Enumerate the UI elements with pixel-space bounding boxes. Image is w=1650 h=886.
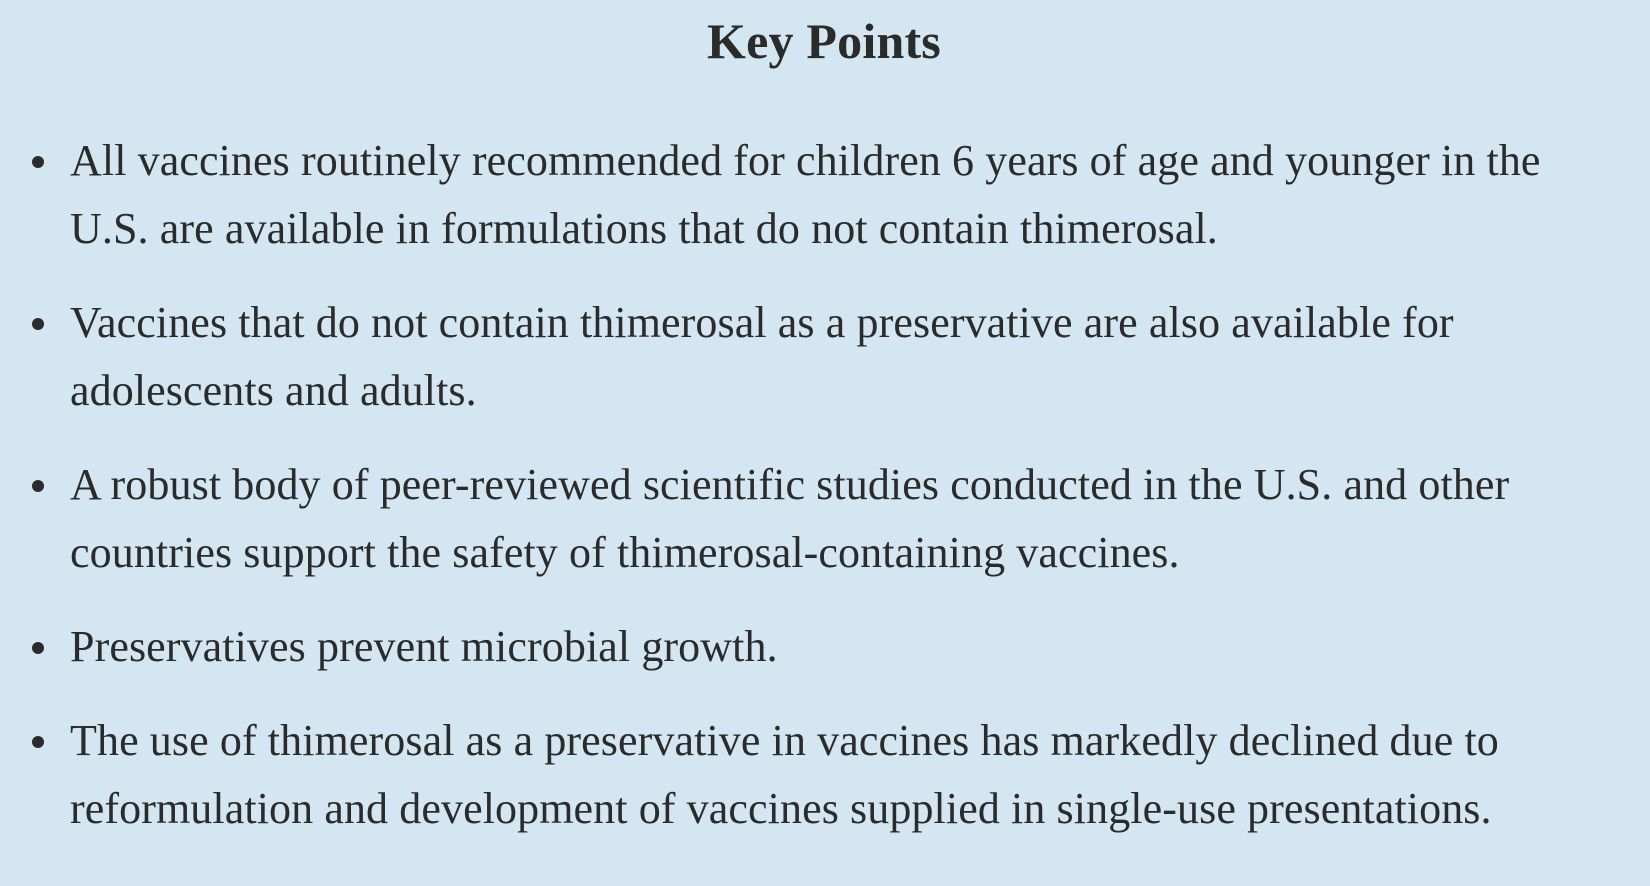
list-item xyxy=(28,289,1620,425)
list-item-text: The use of thimerosal as a preservative in vaccines has markedly declined due to reformulation and development of vaccines supplied in single-use presentations. xyxy=(70,716,1499,833)
bullet-icon xyxy=(32,642,44,654)
list-item-text: A robust body of peer-reviewed scientific studies conducted in the U.S. and other countries support the safety of thimerosal-containing vaccines. xyxy=(70,460,1510,577)
list-item xyxy=(28,451,1620,587)
page-title: Key Points xyxy=(707,13,941,69)
list-item xyxy=(28,127,1620,263)
list-item-text: Preservatives prevent microbial growth. xyxy=(70,622,778,671)
key-points-list xyxy=(28,127,1620,843)
bullet-icon xyxy=(32,736,44,748)
list-item xyxy=(28,707,1620,843)
bullet-icon xyxy=(32,480,44,492)
list-item-text: Vaccines that do not contain thimerosal as a preservative are also available for adolescents and adults. xyxy=(70,298,1454,415)
list-item-text: All vaccines routinely recommended for children 6 years of age and younger in the U.S. are available in formulations that do not contain thimerosal. xyxy=(70,136,1541,253)
list-item xyxy=(28,613,1620,681)
bullet-icon xyxy=(32,156,44,168)
bullet-icon xyxy=(32,318,44,330)
